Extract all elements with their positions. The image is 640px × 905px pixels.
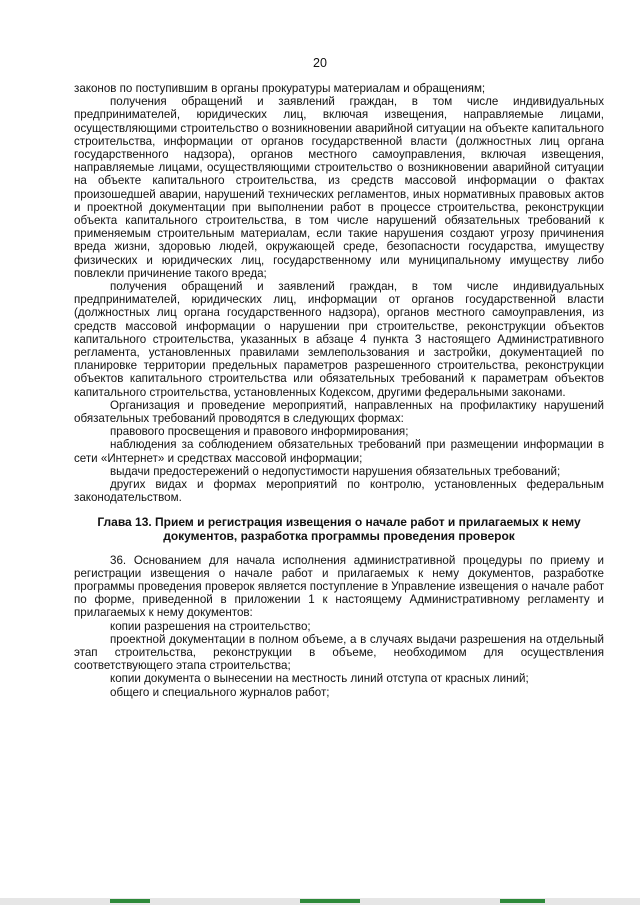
paragraph: копии документа о вынесении на местность линий отступа от красных линий;: [110, 672, 529, 686]
paragraph: законов по поступившим в органы прокуратуры материалам и обращениям;: [74, 82, 486, 95]
chapter-heading: Глава 13. Прием и регистрация извещения о начале работ и прилагаемых к нему документов, разработка программы проведения проверок: [97, 514, 581, 543]
scan-bottom-edge: [0, 898, 640, 905]
paragraph: 36. Основанием для начала исполнения административной процедуры по приему и регистрации извещения о начале работ и прилагаемых к нему документов, разработке программы проведения проверок является поступление в Управление извещения о начале работ по форме, приведенной в приложении 1 к настоящему Административному регламенту и прилагаемых к нему документов:: [74, 553, 604, 620]
paragraph: получения обращений и заявлений граждан, в том числе индивидуальных предпринимателей, юридических лиц, информации от органов государственной власти (должностных лиц органа государственного надзора), органов местного самоуправления, из средств массовой информации о нарушении при строительстве, реконструкции объектов капитального строительства, указанных в абзаце 4 пункта 3 настоящего Административного регламента, установленных правилами землепользования и застройки, документацией по планировке территории предельных параметров разрешенного строительства, реконструкции объектов капитального строительства или обязательных требований к параметрам объектов капитального строительства, установленных Кодексом, другими федеральными законами.: [74, 280, 604, 399]
paragraph: Организация и проведение мероприятий, направленных на профилактику нарушений обязательных требований проводятся в следующих формах:: [74, 398, 604, 426]
paragraph: наблюдения за соблюдением обязательных требований при размещении информации в сети «Интернет» и средствах массовой информации;: [74, 438, 604, 465]
page-number: 20: [313, 56, 327, 70]
document-body: [74, 82, 604, 699]
scan-mark: [110, 899, 150, 903]
paragraph: получения обращений и заявлений граждан, в том числе индивидуальных предпринимателей, юридических лиц, включая извещения, направляемые лицами, осуществляющими строительство о возникновении аварийной ситуации на объекте капитального строительства, информации от органов государственной власти (должностных лиц органа государственного надзора), органов местного самоуправления, включая извещения, направляемые лицами, осуществляющими строительство о возникновении аварийной ситуации на объекте капитального строительства, из средств массовой информации о фактах произошедшей аварии, нарушений технических регламентов, иных нормативных правовых актов и проектной документации при выполнении работ в процессе строительства, реконструкции объекта капитального строительства, в том числе нарушений обязательных требований к применяемым строительным материалам, если такие нарушения создают угрозу причинения вреда жизни, здоровью людей, окружающей среде, безопасности государства, имуществу физических и юридических лиц, государственному или муниципальному имуществу либо повлекли причинение такого вреда;: [74, 95, 604, 280]
paragraph: правового просвещения и правового информирования;: [110, 425, 409, 439]
paragraph: других видах и формах мероприятий по контролю, установленных федеральным законодательством.: [74, 478, 604, 505]
paragraph: копии разрешения на строительство;: [110, 619, 311, 633]
scan-mark: [500, 899, 545, 903]
paragraph: проектной документации в полном объеме, а в случаях выдачи разрешения на отдельный этап строительства, реконструкции в объеме, необходимом для осуществления соответствующего этапа строительства;: [74, 632, 604, 673]
paragraph: общего и специального журналов работ;: [110, 685, 330, 699]
scan-mark: [300, 899, 360, 903]
paragraph: выдачи предостережений о недопустимости нарушения обязательных требований;: [110, 464, 561, 478]
